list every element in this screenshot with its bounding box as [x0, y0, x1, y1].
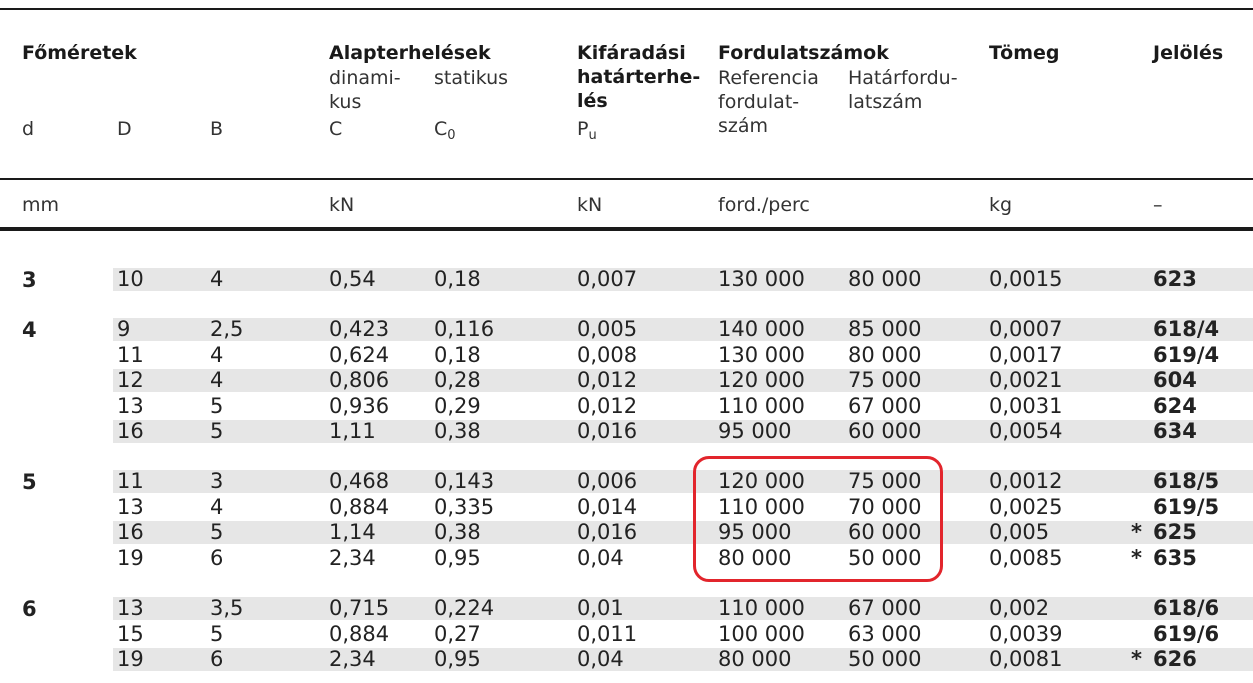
col-reference-speed: 140 000 [718, 317, 805, 341]
col-fatigue-limit: 0,016 [577, 520, 638, 544]
col-width: 5 [210, 621, 224, 646]
col-limiting-speed: 75 000 [848, 368, 922, 392]
top-rule [0, 8, 1253, 10]
designation-cell: 619/4 [1153, 342, 1220, 367]
header-reference-speed: Referencia fordulat- szám [718, 67, 819, 137]
col-mass: 0,002 [989, 596, 1050, 620]
unit-mm: mm [22, 194, 60, 216]
bore-diameter-group: 5 [22, 470, 37, 494]
col-dynamic-load: 1,11 [329, 419, 376, 443]
units-rule [0, 227, 1253, 231]
header-static: statikus [434, 67, 509, 89]
col-outer-diameter: 13 [117, 494, 144, 519]
col-dynamic-load: 0,884 [329, 621, 390, 646]
col-width: 6 [210, 545, 224, 570]
col-dynamic-load: 0,423 [329, 317, 390, 341]
header-fatigue-load: Kifáradási határterhe- lés [577, 42, 701, 112]
col-outer-diameter: 12 [117, 368, 144, 392]
col-dynamic-load: 0,468 [329, 469, 390, 493]
symbol-C: C [329, 118, 343, 140]
designation-cell: 604 [1153, 368, 1197, 392]
col-outer-diameter: 9 [117, 317, 131, 341]
designation-cell: 635 [1153, 545, 1197, 570]
col-outer-diameter: 11 [117, 342, 144, 367]
col-static-load: 0,18 [434, 342, 481, 367]
col-static-load: 0,224 [434, 596, 495, 620]
row-band [113, 268, 1253, 291]
symbol-B: B [210, 118, 224, 140]
col-mass: 0,0017 [989, 342, 1063, 367]
row-band [113, 470, 1253, 493]
asterisk-marker: * [1131, 545, 1142, 570]
col-limiting-speed: 63 000 [848, 621, 922, 646]
col-mass: 0,0025 [989, 494, 1063, 519]
designation-cell: 619/6 [1153, 621, 1220, 646]
col-outer-diameter: 15 [117, 621, 144, 646]
col-outer-diameter: 19 [117, 545, 144, 570]
row-band [113, 420, 1253, 443]
symbol-Pu: $P_u$ [577, 118, 597, 143]
designation-cell: 623 [1153, 267, 1197, 291]
col-mass: 0,0007 [989, 317, 1063, 341]
col-limiting-speed: 60 000 [848, 419, 922, 443]
col-reference-speed: 120 000 [718, 469, 805, 493]
col-width: 5 [210, 419, 224, 443]
col-reference-speed: 130 000 [718, 267, 805, 291]
col-mass: 0,0012 [989, 469, 1063, 493]
col-static-load: 0,29 [434, 393, 481, 418]
col-limiting-speed: 60 000 [848, 520, 922, 544]
col-dynamic-load: 2,34 [329, 647, 376, 671]
header-designation: Jelölés [1153, 42, 1224, 64]
designation-cell: 618/6 [1153, 596, 1220, 620]
col-reference-speed: 80 000 [718, 545, 792, 570]
col-outer-diameter: 13 [117, 393, 144, 418]
col-static-load: 0,95 [434, 647, 481, 671]
col-static-load: 0,18 [434, 267, 481, 291]
col-static-load: 0,28 [434, 368, 481, 392]
designation-cell: 618/4 [1153, 317, 1220, 341]
col-reference-speed: 110 000 [718, 393, 805, 418]
col-static-load: 0,143 [434, 469, 495, 493]
col-reference-speed: 95 000 [718, 520, 792, 544]
col-mass: 0,0021 [989, 368, 1063, 392]
designation-cell: 618/5 [1153, 469, 1220, 493]
header-limiting-speed: Határfordu- latszám [848, 67, 958, 113]
col-width: 2,5 [210, 317, 244, 341]
designation-cell: 624 [1153, 393, 1197, 418]
symbol-D: D [117, 118, 132, 140]
row-band [113, 369, 1253, 392]
header-main-dimensions: Főméretek [22, 42, 137, 64]
col-width: 6 [210, 647, 224, 671]
bore-diameter-group: 4 [22, 318, 37, 342]
designation-cell: 634 [1153, 419, 1197, 443]
col-fatigue-limit: 0,007 [577, 267, 638, 291]
col-width: 4 [210, 342, 224, 367]
col-fatigue-limit: 0,01 [577, 596, 624, 620]
header-speeds: Fordulatszámok [718, 42, 889, 64]
col-fatigue-limit: 0,005 [577, 317, 638, 341]
col-dynamic-load: 0,624 [329, 342, 390, 367]
col-outer-diameter: 16 [117, 419, 144, 443]
col-limiting-speed: 75 000 [848, 469, 922, 493]
row-band [113, 318, 1253, 341]
col-limiting-speed: 67 000 [848, 393, 922, 418]
col-mass: 0,0085 [989, 545, 1063, 570]
col-dynamic-load: 0,806 [329, 368, 390, 392]
row-band [113, 521, 1253, 544]
col-limiting-speed: 80 000 [848, 267, 922, 291]
col-dynamic-load: 0,54 [329, 267, 376, 291]
unit-kn-fatigue: kN [577, 194, 603, 216]
col-reference-speed: 120 000 [718, 368, 805, 392]
col-width: 3 [210, 469, 224, 493]
col-mass: 0,0054 [989, 419, 1063, 443]
col-limiting-speed: 80 000 [848, 342, 922, 367]
col-fatigue-limit: 0,008 [577, 342, 638, 367]
col-mass: 0,0039 [989, 621, 1063, 646]
col-dynamic-load: 2,34 [329, 545, 376, 570]
col-limiting-speed: 67 000 [848, 596, 922, 620]
col-limiting-speed: 50 000 [848, 647, 922, 671]
col-fatigue-limit: 0,006 [577, 469, 638, 493]
col-outer-diameter: 11 [117, 469, 144, 493]
highlight-frame [693, 456, 943, 582]
col-static-load: 0,27 [434, 621, 481, 646]
col-reference-speed: 130 000 [718, 342, 805, 367]
col-dynamic-load: 0,715 [329, 596, 390, 620]
designation-cell: 619/5 [1153, 494, 1220, 519]
col-outer-diameter: 19 [117, 647, 144, 671]
unit-speed: ford./perc [718, 194, 810, 216]
col-width: 5 [210, 393, 224, 418]
unit-dash: – [1153, 194, 1163, 216]
col-limiting-speed: 70 000 [848, 494, 922, 519]
col-reference-speed: 95 000 [718, 419, 792, 443]
designation-cell: 626 [1153, 647, 1197, 671]
col-width: 4 [210, 494, 224, 519]
col-fatigue-limit: 0,04 [577, 545, 624, 570]
col-width: 3,5 [210, 596, 244, 620]
col-width: 4 [210, 368, 224, 392]
col-fatigue-limit: 0,014 [577, 494, 638, 519]
col-fatigue-limit: 0,016 [577, 419, 638, 443]
symbol-d: d [22, 118, 35, 140]
col-fatigue-limit: 0,04 [577, 647, 624, 671]
col-static-load: 0,95 [434, 545, 481, 570]
col-reference-speed: 110 000 [718, 494, 805, 519]
col-limiting-speed: 50 000 [848, 545, 922, 570]
col-static-load: 0,38 [434, 419, 481, 443]
col-dynamic-load: 1,14 [329, 520, 376, 544]
col-static-load: 0,38 [434, 520, 481, 544]
col-mass: 0,0015 [989, 267, 1063, 291]
col-reference-speed: 110 000 [718, 596, 805, 620]
col-static-load: 0,116 [434, 317, 495, 341]
col-mass: 0,005 [989, 520, 1050, 544]
header-basic-loads: Alapterhelések [329, 42, 491, 64]
col-fatigue-limit: 0,012 [577, 368, 638, 392]
bore-diameter-group: 6 [22, 597, 37, 621]
col-outer-diameter: 10 [117, 267, 144, 291]
col-outer-diameter: 13 [117, 596, 144, 620]
col-reference-speed: 100 000 [718, 621, 805, 646]
col-reference-speed: 80 000 [718, 647, 792, 671]
col-dynamic-load: 0,936 [329, 393, 390, 418]
col-mass: 0,0031 [989, 393, 1063, 418]
row-band [113, 648, 1253, 671]
col-width: 5 [210, 520, 224, 544]
col-static-load: 0,335 [434, 494, 495, 519]
header-mass: Tömeg [989, 42, 1060, 64]
col-fatigue-limit: 0,011 [577, 621, 638, 646]
col-fatigue-limit: 0,012 [577, 393, 638, 418]
asterisk-marker: * [1131, 520, 1142, 544]
unit-kn-loads: kN [329, 194, 355, 216]
col-width: 4 [210, 267, 224, 291]
bore-diameter-group: 3 [22, 268, 37, 292]
asterisk-marker: * [1131, 647, 1142, 671]
col-limiting-speed: 85 000 [848, 317, 922, 341]
row-band [113, 597, 1253, 620]
col-mass: 0,0081 [989, 647, 1063, 671]
header-dynamic: dinami- kus [329, 67, 401, 113]
unit-kg: kg [989, 194, 1013, 216]
header-rule [0, 178, 1253, 180]
designation-cell: 625 [1153, 520, 1197, 544]
symbol-C0: $C_0$ [434, 118, 456, 143]
col-dynamic-load: 0,884 [329, 494, 390, 519]
col-outer-diameter: 16 [117, 520, 144, 544]
